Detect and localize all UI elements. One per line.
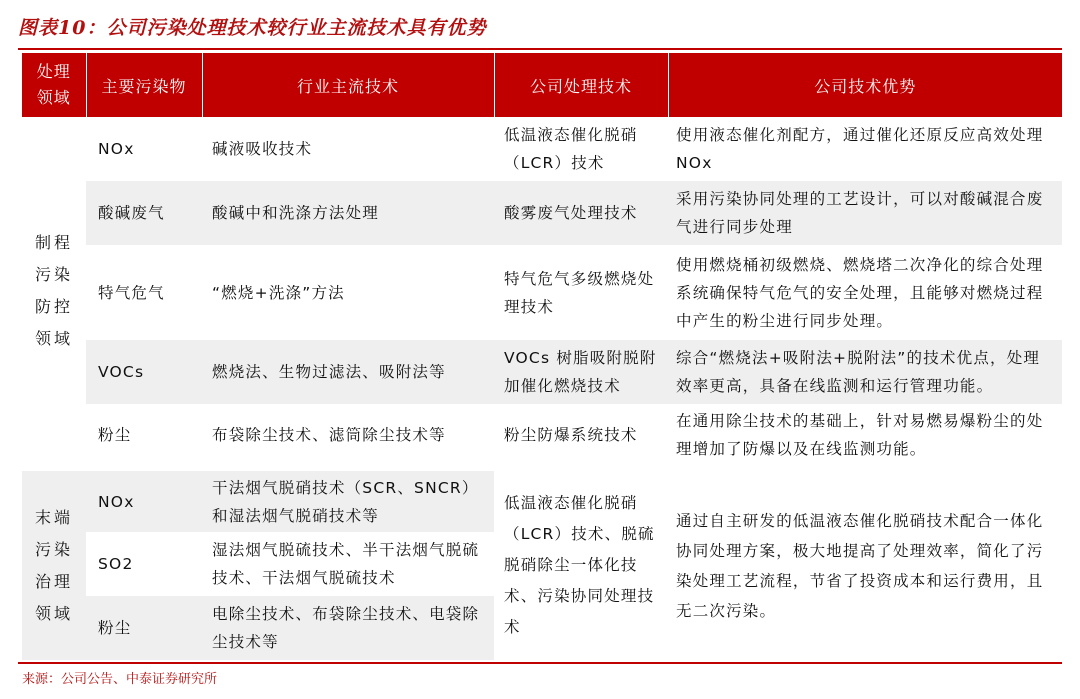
pollutant-cell: 粉尘 — [98, 619, 132, 637]
source-note: 来源：公司公告、中泰证券研究所 — [22, 672, 218, 687]
table-row — [22, 181, 1062, 245]
domain-line: 末端 — [34, 507, 73, 527]
table-row — [22, 340, 1062, 404]
header-domain-label: 处理领域 — [36, 62, 71, 107]
advantage-cell: 在通用除尘技术的基础上，针对易燃易爆粉尘的处理增加了防爆以及在线监测功能。 — [676, 411, 1044, 458]
company-tech-cell: 粉尘防爆系统技术 — [504, 425, 638, 444]
advantage-cell: 综合“燃烧法+吸附法+脱附法”的技术优点，处理效率更高，具备在线监测和运行管理功能。 — [676, 349, 1041, 395]
header-advantage: 公司技术优势 — [668, 53, 1062, 117]
advantage-cell: 使用液态催化剂配方，通过催化还原反应高效处理 NOx — [676, 126, 1044, 172]
header-industry-tech: 行业主流技术 — [202, 53, 494, 117]
table-row — [22, 245, 1062, 340]
domain-cell — [22, 468, 86, 660]
chart-title: 图表10：公司污染处理技术较行业主流技术具有优势 — [18, 17, 487, 39]
domain-line: 防控 — [34, 297, 73, 316]
industry-tech-cell: 湿法烟气脱硫技术、半干法烟气脱硫技术、干法烟气脱硫技术 — [212, 541, 480, 587]
industry-tech-cell: 酸碱中和洗涤方法处理 — [212, 204, 380, 222]
advantage-cell: 通过自主研发的低温液态催化脱硝技术配合一体化协同处理方案，极大地提高了处理效率，简化了污染处理工艺流程，节省了投资成本和运行费用，且无二次污染。 — [668, 468, 1062, 660]
domain-line: 污染 — [34, 539, 73, 559]
pollutant-cell: 酸碱废气 — [98, 204, 165, 222]
advantage-cell: 使用燃烧桶初级燃烧、燃烧塔二次净化的综合处理系统确保特气危气的安全处理，且能够对燃烧过程中产生的粉尘进行同步处理。 — [676, 255, 1044, 330]
industry-tech-cell: 电除尘技术、布袋除尘技术、电袋除尘技术等 — [212, 605, 480, 651]
industry-tech-cell: 碱液吸收技术 — [212, 140, 313, 158]
domain-line: 领域 — [34, 603, 73, 623]
title-divider — [18, 48, 1062, 50]
industry-tech-cell: “燃烧+洗涤”方法 — [212, 283, 345, 302]
domain-line: 治理 — [34, 571, 73, 591]
table-row — [22, 468, 1062, 532]
advantage-cell: 采用污染协同处理的工艺设计，可以对酸碱混合废气进行同步处理 — [676, 190, 1044, 236]
header-row — [22, 53, 1062, 117]
domain-line: 制程 — [34, 233, 73, 252]
pollutant-cell: 特气危气 — [98, 283, 165, 302]
company-tech-cell: 酸雾废气处理技术 — [504, 204, 638, 222]
table-row — [22, 404, 1062, 468]
pollutant-cell: 粉尘 — [98, 425, 132, 444]
source-divider — [18, 662, 1062, 664]
industry-tech-cell: 干法烟气脱硝技术（SCR、SNCR）和湿法烟气脱硝技术等 — [202, 468, 494, 532]
table-row — [22, 117, 1062, 181]
pollutant-cell: NOx — [86, 468, 202, 532]
header-company-tech: 公司处理技术 — [494, 53, 668, 117]
company-tech-cell: VOCs 树脂吸附脱附加催化燃烧技术 — [504, 349, 657, 395]
domain-line: 污染 — [34, 265, 73, 284]
comparison-table — [22, 53, 1062, 660]
header-domain — [22, 53, 86, 117]
pollutant-cell: NOx — [98, 140, 135, 158]
pollutant-cell: SO2 — [98, 555, 134, 573]
domain-cell — [22, 117, 86, 468]
pollutant-cell: VOCs — [98, 363, 145, 381]
company-tech-cell: 特气危气多级燃烧处理技术 — [504, 269, 655, 316]
industry-tech-cell: 燃烧法、生物过滤法、吸附法等 — [212, 363, 446, 381]
header-pollutant: 主要污染物 — [86, 53, 202, 117]
industry-tech-cell: 布袋除尘技术、滤筒除尘技术等 — [212, 425, 446, 444]
company-tech-cell: 低温液态催化脱硝（LCR）技术 — [504, 126, 638, 172]
company-tech-cell: 低温液态催化脱硝（LCR）技术、脱硫脱硝除尘一体化技术、污染协同处理技术 — [494, 468, 668, 660]
domain-line: 领域 — [34, 329, 73, 348]
